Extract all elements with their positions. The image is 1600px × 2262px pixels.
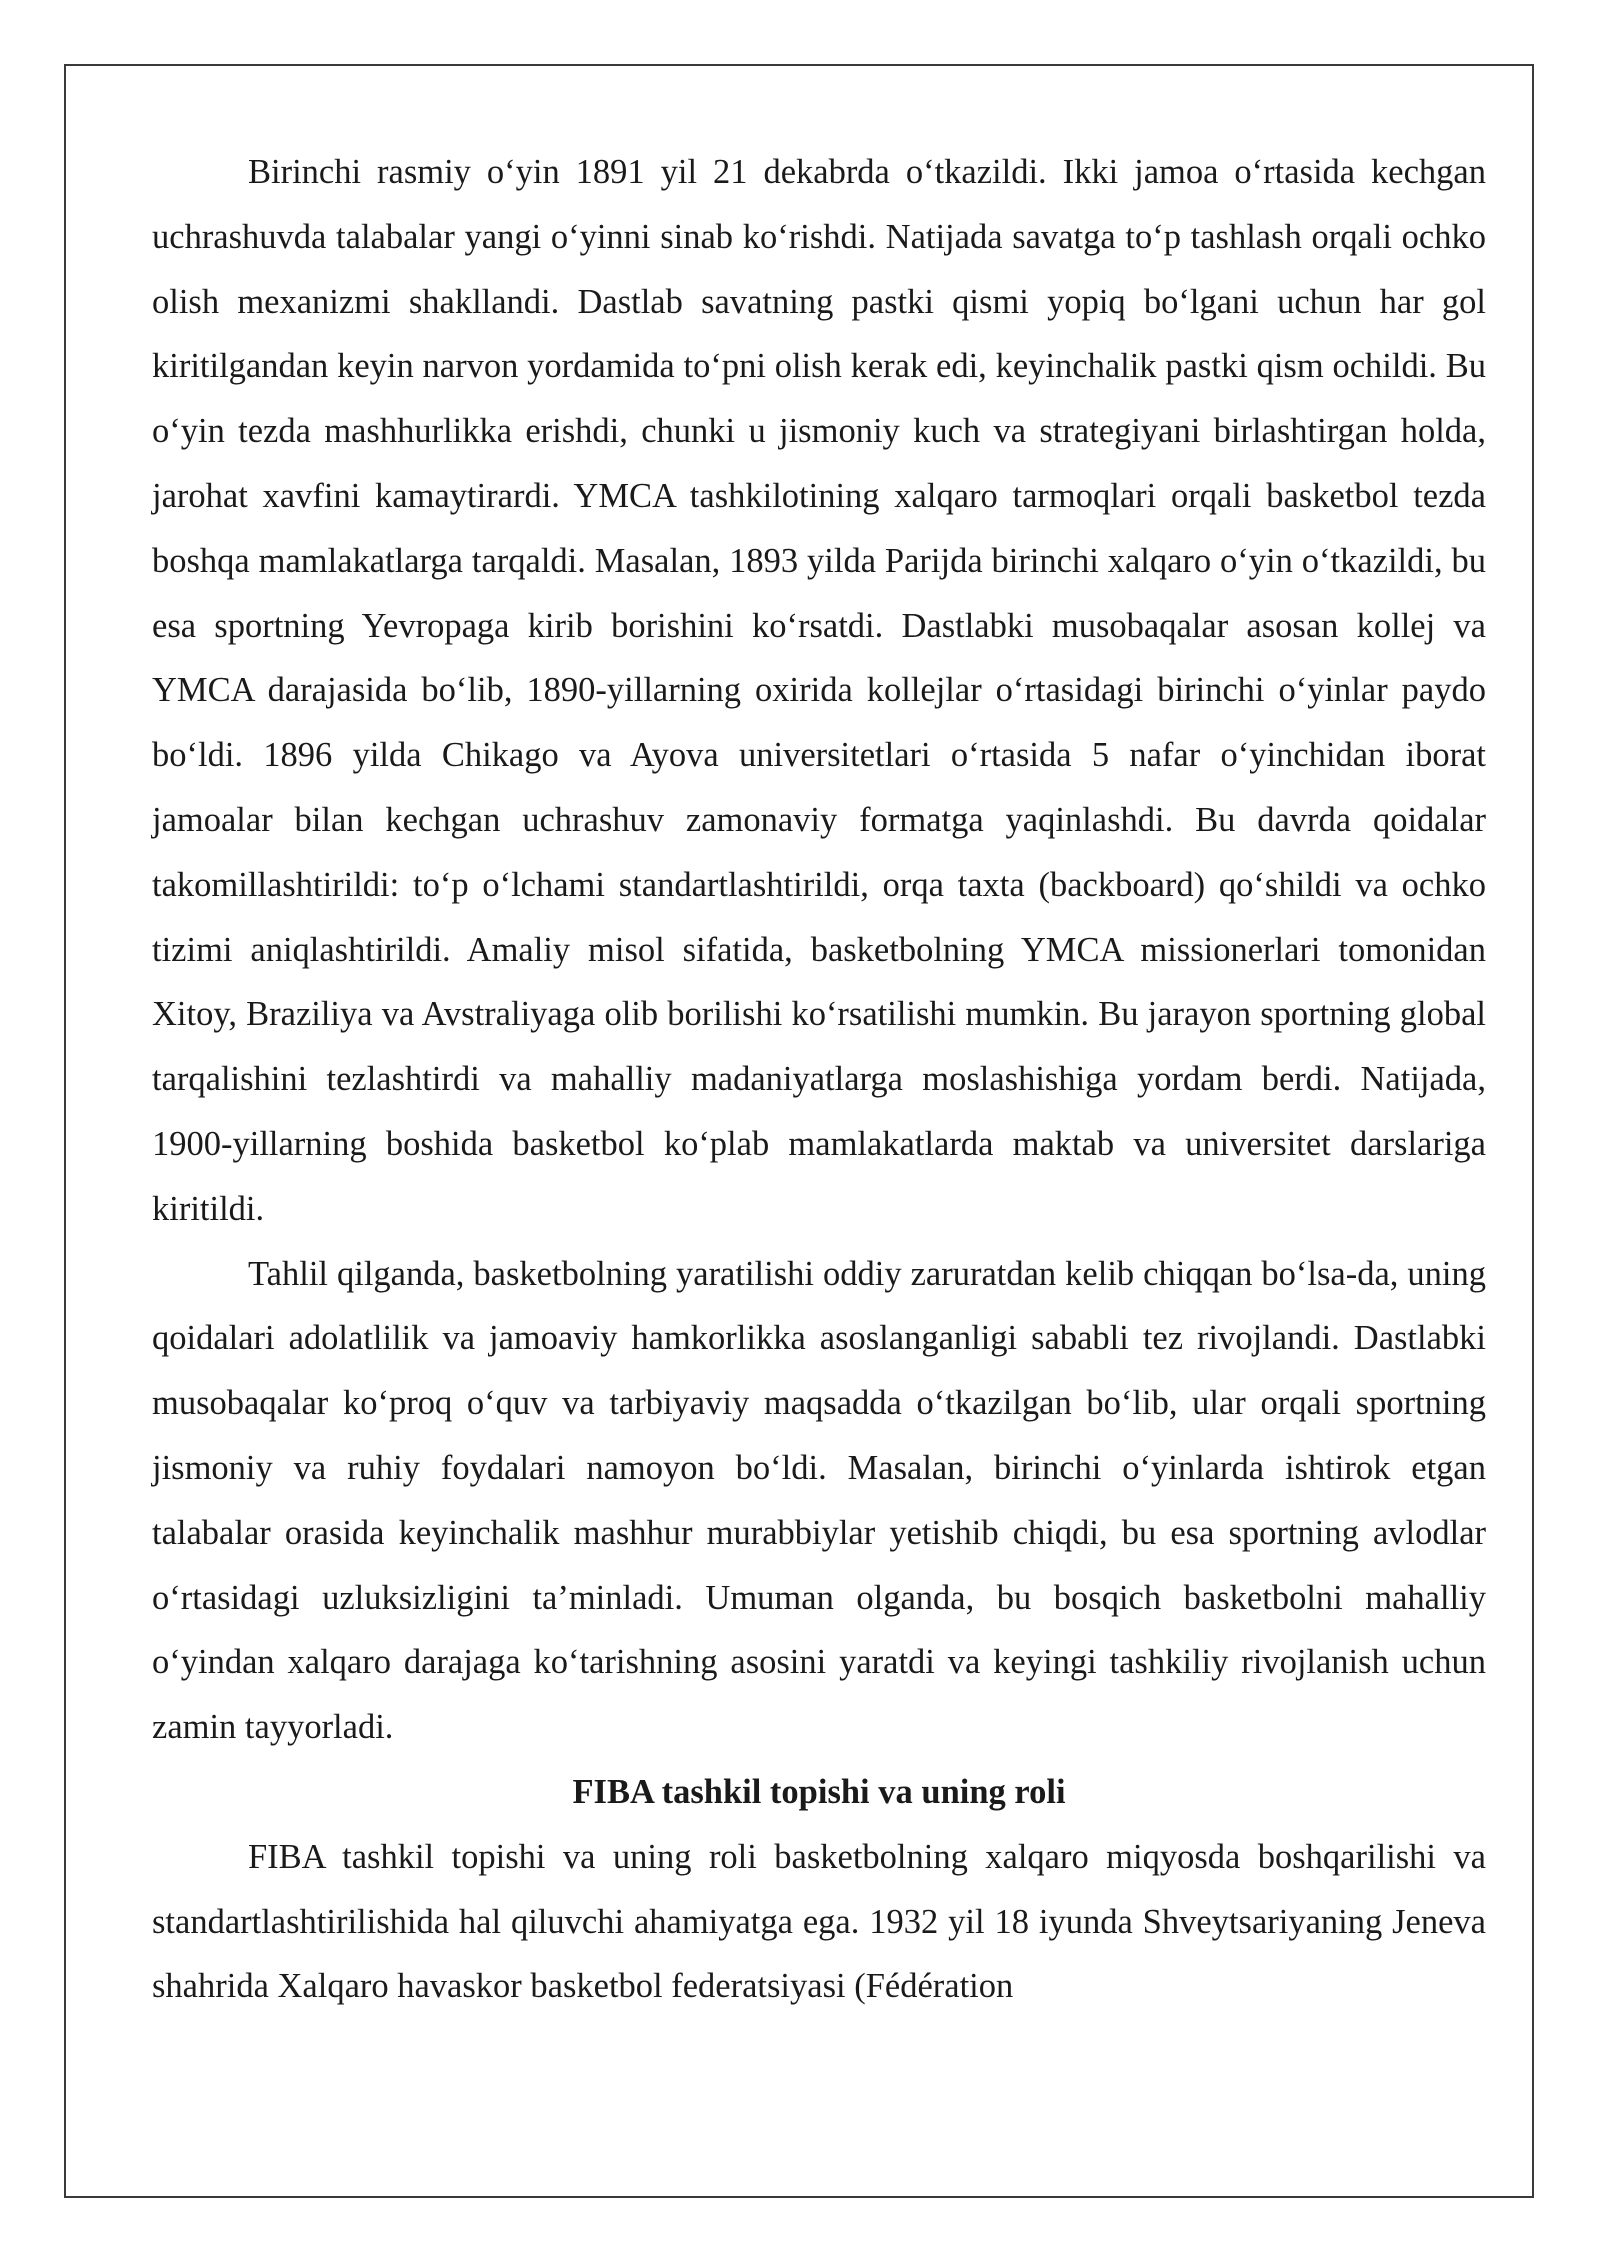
document-body <box>152 140 1486 2019</box>
paragraph-analysis: Tahlil qilganda, basketbolning yaratilishi oddiy zaruratdan kelib chiqqan bo‘lsa-da, uning qoidalari adolatlilik va jamoaviy hamkorlikka asoslanganligi sababli tez rivojlandi. Dastlabki musobaqalar ko‘proq o‘quv va tarbiyaviy maqsadda o‘tkazilgan bo‘lib, ular orqali sportning jismoniy va ruhiy foydalari namoyon bo‘ldi. Masalan, birinchi o‘yinlarda ishtirok etgan talabalar orasida keyinchalik mashhur murabbiylar yetishib chiqdi, bu esa sportning avlodlar o‘rtasidagi uzluksizligini ta’minladi. Umuman olganda, bu bosqich basketbolni mahalliy o‘yindan xalqaro darajaga ko‘tarishning asosini yaratdi va keyingi tashkiliy rivojlanish uchun zamin tayyorladi. <box>152 1254 1486 1747</box>
section-heading: FIBA tashkil topishi va uning roli <box>572 1772 1066 1811</box>
paragraph-fiba-founding: FIBA tashkil topishi va uning roli basketbolning xalqaro miqyosda boshqarilishi va standartlashtirilishida hal qiluvchi ahamiyatga ega. 1932 yil 18 iyunda Shveytsariyaning Jeneva shahrida Xalqaro havaskor basketbol federatsiyasi (Fédération <box>152 1837 1486 2006</box>
paragraph-first-official-game: Birinchi rasmiy o‘yin 1891 yil 21 dekabrda o‘tkazildi. Ikki jamoa o‘rtasida kechgan uchrashuvda talabalar yangi o‘yinni sinab ko‘rishdi. Natijada savatga to‘p tashlash orqali ochko olish mexanizmi shakllandi. Dastlab savatning pastki qismi yopiq bo‘lgani uchun har gol kiritilgandan keyin narvon yordamida to‘pni olish kerak edi, keyinchalik pastki qism ochildi. Bu o‘yin tezda mashhurlikka erishdi, chunki u jismoniy kuch va strategiyani birlashtirgan holda, jarohat xavfini kamaytirardi. YMCA tashkilotining xalqaro tarmoqlari orqali basketbol tezda boshqa mamlakatlarga tarqaldi. Masalan, 1893 yilda Parijda birinchi xalqaro o‘yin o‘tkazildi, bu esa sportning Yevropaga kirib borishini ko‘rsatdi. Dastlabki musobaqalar asosan kollej va YMCA darajasida bo‘lib, 1890-yillarning oxirida kollejlar o‘rtasidagi birinchi o‘yinlar paydo bo‘ldi. 1896 yilda Chikago va Ayova universitetlari o‘rtasida 5 nafar o‘yinchidan iborat jamoalar bilan kechgan uchrashuv zamonaviy formatga yaqinlashdi. Bu davrda qoidalar takomillashtirildi: to‘p o‘lchami standartlashtirildi, orqa taxta (backboard) qo‘shildi va ochko tizimi aniqlashtirildi. Amaliy misol sifatida, basketbolning YMCA missionerlari tomonidan Xitoy, Braziliya va Avstraliyaga olib borilishi ko‘rsatilishi mumkin. Bu jarayon sportning global tarqalishini tezlashtirdi va mahalliy madaniyatlarga moslashishiga yordam berdi. Natijada, 1900-yillarning boshida basketbol ko‘plab mamlakatlarda maktab va universitet darslariga kiritildi. <box>152 153 1486 1228</box>
